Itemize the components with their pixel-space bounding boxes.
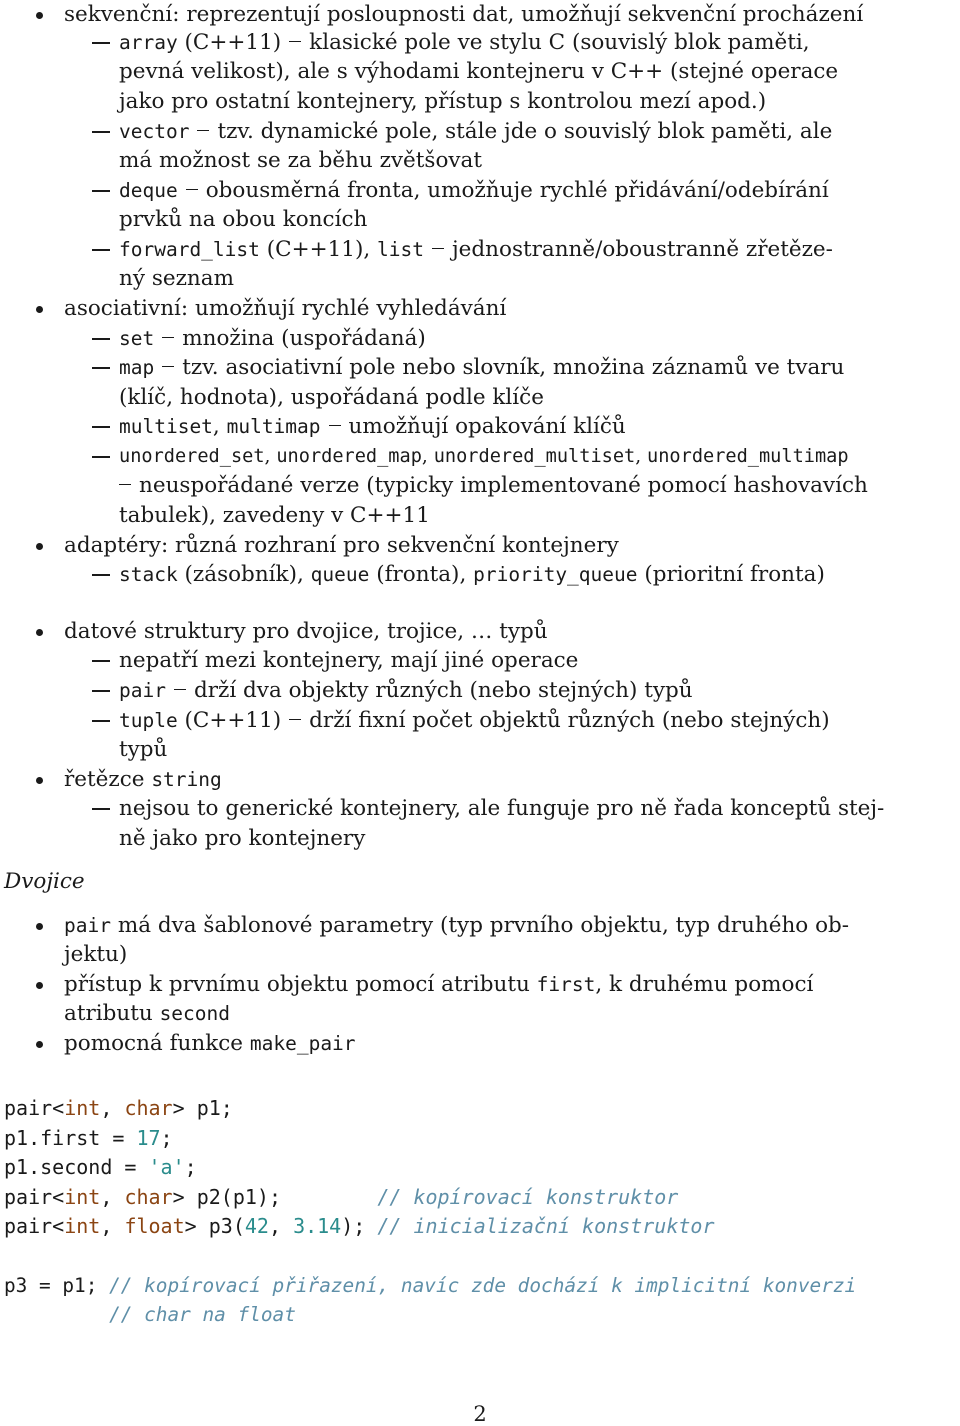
bullet-icon xyxy=(36,306,43,313)
dash-icon xyxy=(174,689,186,690)
code-set: set xyxy=(119,327,155,350)
dash-icon xyxy=(92,720,110,722)
code-multiset: multiset xyxy=(119,415,213,438)
code-make-pair: make_pair xyxy=(249,1032,356,1055)
code-tuple: tuple xyxy=(119,709,178,732)
dash-icon xyxy=(92,190,110,192)
code-line: pair<int, char> p2(p1); // kopírovací konstruktor xyxy=(4,1185,679,1209)
code-line: // char na float xyxy=(109,1303,296,1326)
section-heading: Dvojice xyxy=(4,869,85,894)
dash-icon xyxy=(92,690,110,692)
code-array: array xyxy=(119,31,178,54)
dash-icon xyxy=(92,426,110,428)
code-multimap: multimap xyxy=(226,415,321,438)
code-unordered-set: unordered_set xyxy=(119,446,265,467)
dash-icon xyxy=(119,484,131,485)
bullet-icon xyxy=(36,1041,43,1048)
code-deque: deque xyxy=(119,179,178,202)
code-forward-list: forward_list xyxy=(119,238,260,261)
code-line: p3 = p1; // kopírovací přiřazení, navíc zde dochází k implicitní konverzi xyxy=(4,1274,857,1297)
dash-icon xyxy=(289,719,301,720)
code-line: pair<int, char> p1; xyxy=(4,1096,233,1120)
dash-icon xyxy=(92,574,110,576)
bullet-icon xyxy=(36,923,43,930)
bullet-icon xyxy=(36,982,43,989)
code-pair: pair xyxy=(64,914,111,937)
dash-icon xyxy=(186,189,198,190)
code-unordered-multimap: unordered_multimap xyxy=(647,446,849,467)
code-unordered-multiset: unordered_multiset xyxy=(433,446,636,467)
dash-icon xyxy=(92,42,110,44)
code-queue: queue xyxy=(310,563,370,586)
dash-icon xyxy=(92,131,110,133)
code-map: map xyxy=(119,356,155,379)
dash-icon xyxy=(92,808,110,810)
document-page: sekvenční: reprezentují posloupnosti dat, umožňují sekvenční procházení array (C++11) klasické pole ve stylu C (souvislý blok paměti, pevná velikost), ale s výhodami kontejneru v C++ (stejné operace jako pro ostatní kontejnery, přístup s kontrolou mezí apod.) vector tzv. dynamické pole, stále jde o souvislý blok paměti, ale má možnost se za běhu zvětšovat deque obousměrná fronta, umožňuje rychlé přidávání/odebírání prvků na obou koncích forward_list (C++11), list jednostranně/oboustranně zřetěze- ný seznam asociativní: umožňují rychlé vyhledávání set množina (uspořádaná) map tzv. asociativní pole nebo slovník, množina záznamů ve tvaru (klíč, hodnota), uspořádaná podle klíče multiset, multimap umožňují opakování klíčů unordered_set, unordered_map, unordered_multiset, unordered_multimap neuspořádané verze (typicky implementované pomocí hashovavích tabulek), zavedeny v C++11 adaptéry: různá rozhraní pro sekvenční kontejnery stack (zásobník), queue (fronta), priority_queue (prioritní fronta) datové struktury pro dvojice, trojice, … typů nepatří mezi kontejnery, mají jiné operace pair drží dva objekty různých (nebo stejných) typů tuple (C++11) drží fixní počet objektů různých (nebo stejných) typů řetězce string nejsou to generické kontejnery, ale funguje pro ně řada konceptů stej- ně jako pro kontejnery Dvojice pair má dva šablonové parametry (typ prvního objektu, typ druhého ob- jektu) přístup k prvnímu objektu pomocí atributu first, k druhému pomocí atributu second pomocná funkce make_pair pair<int, char> p1; p1.first = 17; p1.second = 'a'; pair<int, char> p2(p1); // kopírovací konstruktor pair<int, float> p3(42, 3.14); // inicializační konstruktor p3 = p1; // kopírovací přiřazení, navíc zde dochází k implicitní konverzi // char na float 2 xyxy=(0,0,960,1426)
dash-icon xyxy=(432,248,444,249)
code-first: first xyxy=(536,973,596,996)
bullet-icon xyxy=(36,543,43,550)
dash-icon xyxy=(329,425,341,426)
dash-icon xyxy=(289,41,301,42)
dash-icon xyxy=(162,366,174,367)
code-line: pair<int, float> p3(42, 3.14); // inicializační konstruktor xyxy=(4,1214,715,1238)
bullet-icon xyxy=(36,629,43,636)
dash-icon xyxy=(92,456,110,458)
bullet-icon xyxy=(36,777,43,784)
code-line: p1.first = 17; xyxy=(4,1126,173,1150)
code-string: string xyxy=(151,768,222,791)
page-number: 2 xyxy=(473,1402,487,1426)
code-pair: pair xyxy=(119,679,166,702)
code-priority-queue: priority_queue xyxy=(473,563,638,586)
code-second: second xyxy=(159,1002,231,1025)
dash-icon xyxy=(92,249,110,251)
dash-icon xyxy=(162,337,174,338)
bullet-icon xyxy=(36,12,43,19)
code-line: p1.second = 'a'; xyxy=(4,1155,197,1179)
dash-icon xyxy=(92,367,110,369)
code-stack: stack xyxy=(119,563,178,586)
code-vector: vector xyxy=(119,120,190,143)
code-list: list xyxy=(377,238,424,261)
dash-icon xyxy=(92,338,110,340)
code-unordered-map: unordered_map xyxy=(276,446,422,467)
dash-icon xyxy=(197,130,209,131)
dash-icon xyxy=(92,660,110,662)
